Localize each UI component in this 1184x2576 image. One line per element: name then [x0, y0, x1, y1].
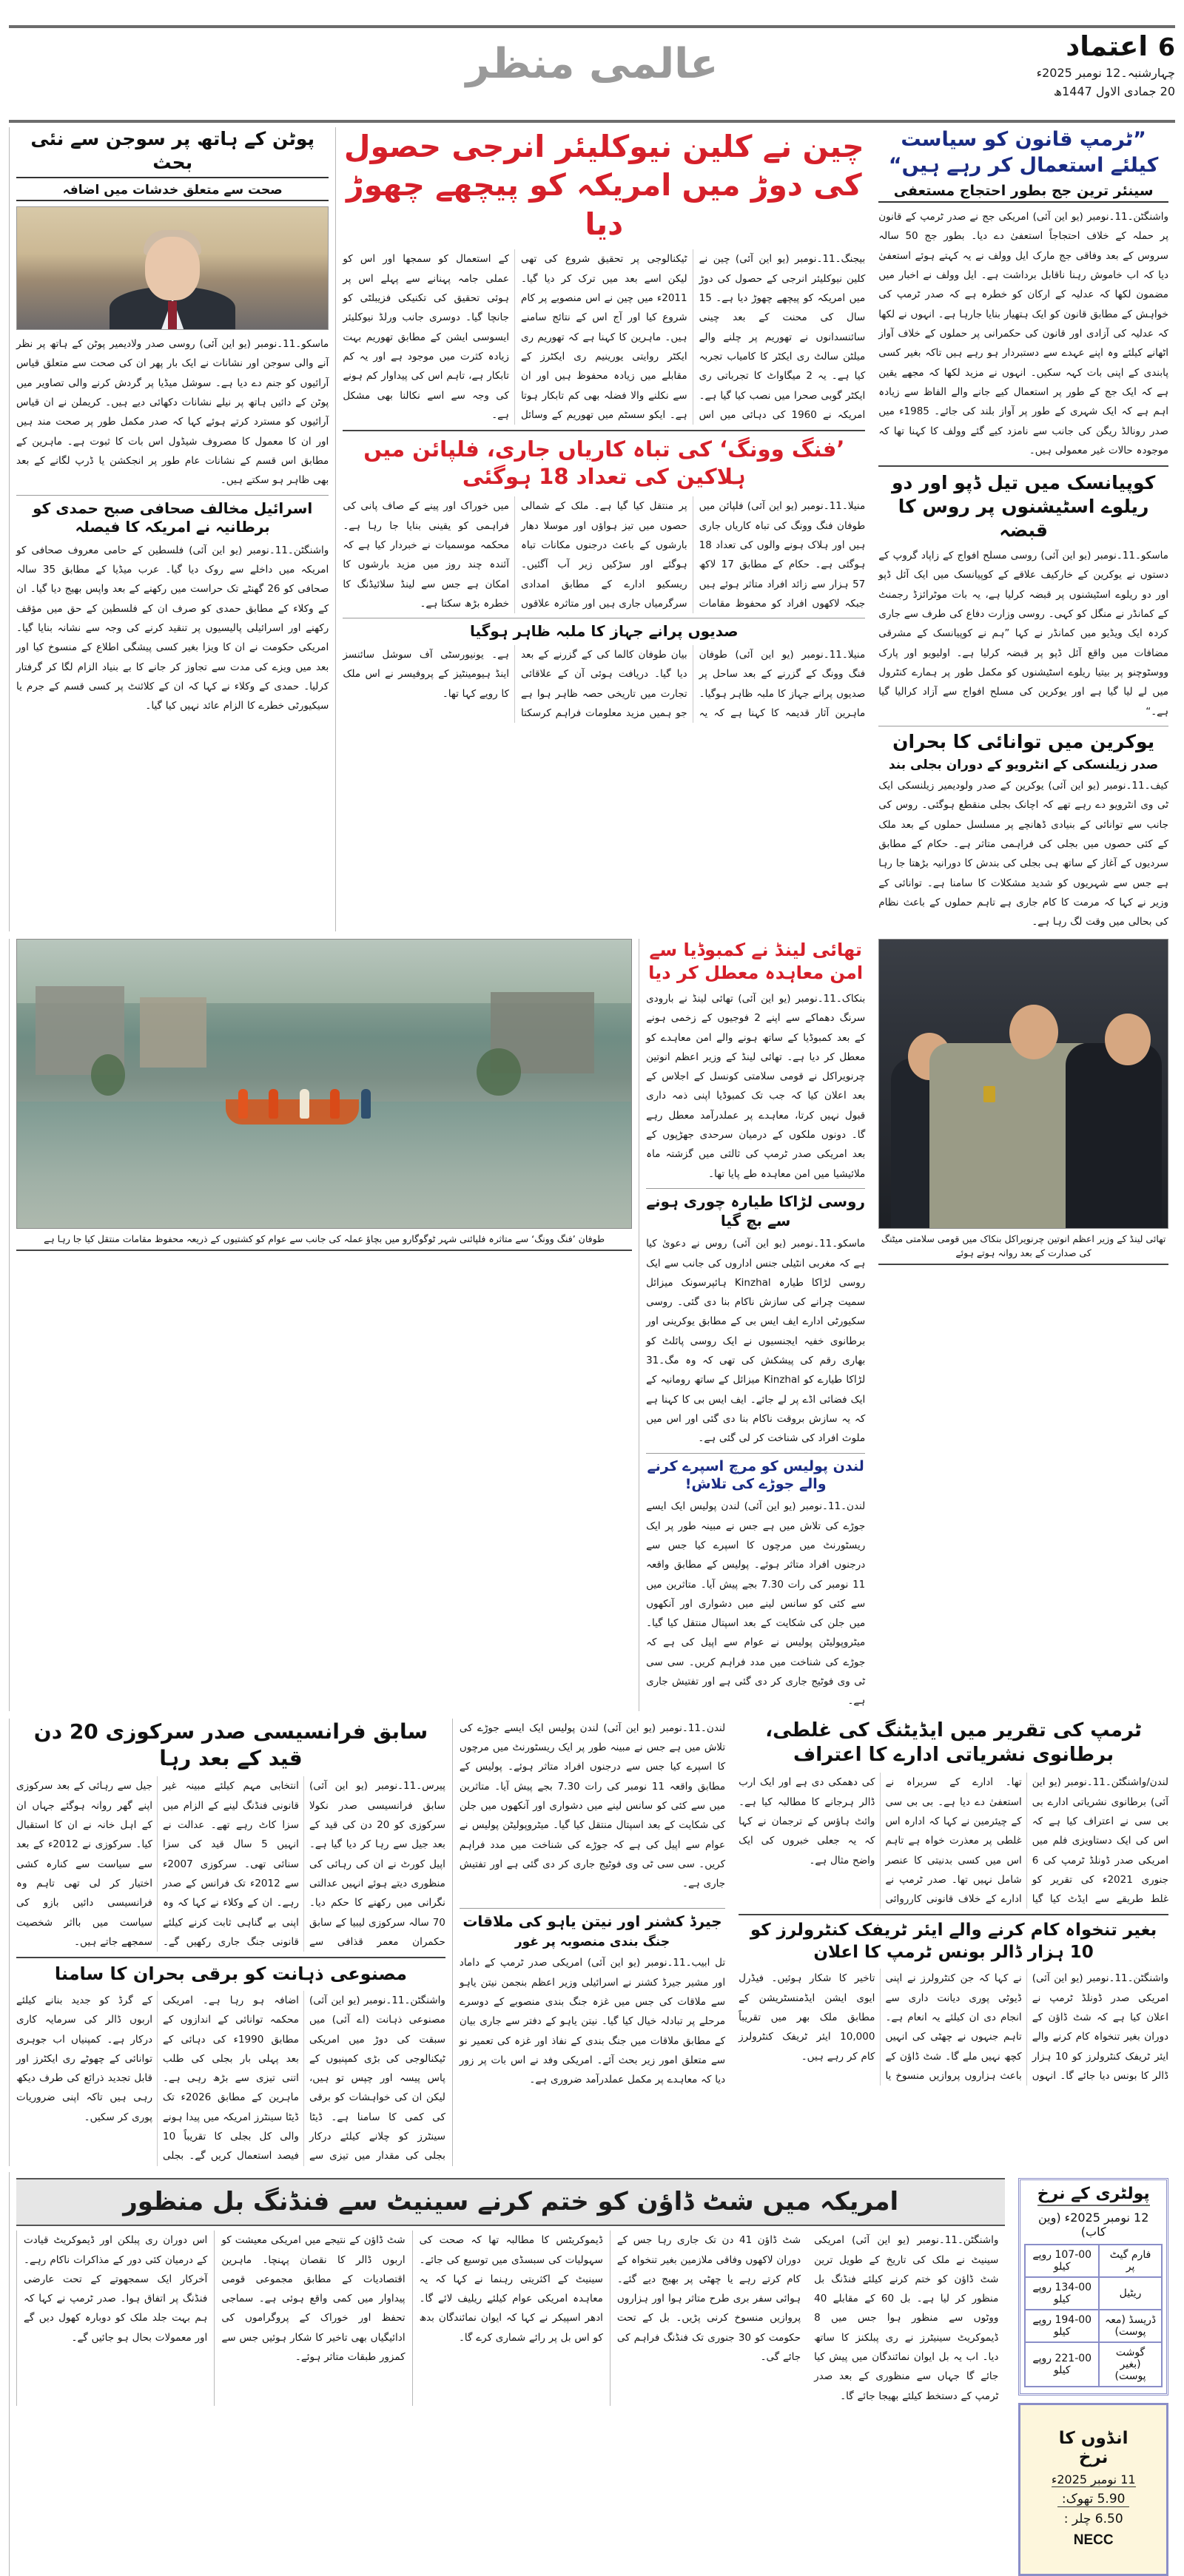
poultry-row-3-value: 221-00 روپے کیلو	[1025, 2342, 1099, 2387]
flood-tree-2-shape	[477, 1048, 521, 1096]
shutdown-col-2	[610, 2231, 807, 2406]
headline-sarkozy: سابق فرانسیسی صدر سرکوزی 20 دن قید کے بعد رہا	[33, 1719, 428, 1770]
photo-flood-rescue	[16, 939, 632, 1229]
putin-tie-shape	[168, 301, 177, 329]
headline-china-nuclear: چین نے کلین نیوکلیئر انرجی حصول کی دوڑ میں امریکہ کو پیچھے چھوڑ دیا	[343, 129, 864, 242]
poultry-title-wrap	[1024, 2185, 1163, 2206]
poultry-row-2-label: ڈریسڈ (معہ پوست)	[1099, 2310, 1162, 2342]
flood-rescuer-2-shape	[269, 1089, 278, 1119]
newspaper-page	[0, 30, 1184, 2548]
body-shutdown-5: اس دوران ری پبلکن اور ڈیموکریٹ قیادت کے درمیان کئی دور کے مذاکرات ناکام رہے۔ آخرکار ایک سمجھوتے کے تحت عارضی فنڈنگ پر اتفاق ہوا۔ صدر ٹرمپ نے کہا کہ ہم بہت جلد ملک کو دوبارہ کھول دیں گے اور معمولات بحال ہو جائیں گے۔	[24, 2234, 208, 2344]
divider-6	[646, 1188, 865, 1189]
divider-1	[878, 465, 1168, 467]
body-jared-kushner: تل ابیب۔11۔نومبر (یو این آئی) امریکی صدر ٹرمپ کے داماد اور مشیر جیرڈ کشنر نے اسرائیلی وزیر اعظم بنجمن نیتن یاہو سے ملاقات کی جس میں غزہ جنگ بندی منصوبے کے دوسرے مرحلے پر تبادلہ خیال کیا گیا۔ نیتن یاہو کے دفتر سے جاری بیان کے مطابق ملاقات میں جنگ بندی کے نفاذ اور غزہ کی تعمیر نو سے متعلق امور زیر بحث آئے۔ امریکی وفد نے اس بات پر زور دیا کہ معاہدے پر مکمل عملدرآمد ضروری ہے۔	[459, 1957, 726, 2086]
egg-retail-label: چلر :	[1063, 2511, 1092, 2526]
egg-retail-value: 6.50	[1094, 2511, 1123, 2526]
headline-kinzhal: روسی لڑاکا طیارہ چوری ہونے سے بچ گیا	[646, 1193, 865, 1230]
table-row	[1025, 2310, 1162, 2342]
poultry-rates-date: 12 نومبر 2025ء (وین کاب)	[1037, 2210, 1149, 2239]
photo-thai-pm	[878, 939, 1168, 1229]
shutdown-col-1	[807, 2231, 1005, 2406]
shutdown-col-4	[214, 2231, 411, 2406]
thai-guard-right-shape	[1066, 1043, 1162, 1228]
headline-trump-law: ”ٹرمپ قانون کو سیاست کیلئے استعمال کر رہے ہیں“	[888, 128, 1159, 177]
shutdown-col-3	[412, 2231, 610, 2406]
column-china-nuclear	[335, 127, 872, 931]
headline-thai-cambodia: تھائی لینڈ نے کمبوڈیا سے امن معاہدہ معطل کر دیا	[648, 940, 864, 984]
body-storm-ship: منیلا۔11۔نومبر (یو این آئی) طوفان فنگ وونگ کے گزرنے کے بعد ساحل پر صدیوں پرانے جہاز کا ملبہ ظاہر ہوگیا۔ ماہرین آثار قدیمہ کا کہنا ہے کہ یہ بیان طوفان کالما کی کے گزرنے کے بعد دیا گیا۔ دریافت ہوئی آن کے علاقائی تجارت میں تاریخی حصہ ظاہر ہوا ہے جو ہمیں مزید معلومات فراہم کرسکتا ہے۔ یونیورسٹی آف سوشل سائنسز اینڈ ہیومینٹیز کے پروفیسر نے اس ملک کا رویے کہا تھا۔	[343, 648, 866, 719]
column-putin	[9, 127, 335, 931]
body-bbc-trump: لندن/واشنگٹن۔11۔نومبر (یو این آئی) برطانوی نشریاتی ادارے بی بی سی نے اعتراف کیا ہے کہ اس کی ایک دستاویزی فلم میں امریکی صدر ڈونلڈ ٹرمپ کی 6 جنوری 2021ء کی تقریر کو غلط طریقے سے ایڈٹ کیا گیا تھا۔ ادارے کے سربراہ نے استعفیٰ دے دیا ہے۔ بی بی سی کے چیئرمین نے کہا کہ ادارہ اس غلطی پر معذرت خواہ ہے تاہم اس میں کسی بدنیتی کا عنصر شامل نہیں تھا۔ صدر ٹرمپ نے ادارے کے خلاف قانونی کارروائی کی دھمکی دی ہے اور ایک ارب ڈالر ہرجانے کا مطالبہ کیا ہے۔ وائٹ ہاؤس کے ترجمان نے کہا کہ یہ جعلی خبروں کی ایک واضح مثال ہے۔	[739, 1776, 1168, 1906]
thai-guard-right-head-shape	[1105, 1014, 1151, 1065]
band-bottom	[9, 2172, 1175, 2576]
poultry-rates-table	[1024, 2244, 1163, 2387]
date-hijri: 20 جمادی الاول 1447ھ	[1053, 84, 1175, 98]
headline-shutdown-bill: امریکہ میں شٹ ڈاؤن کو ختم کرنے سینیٹ سے فنڈنگ بل منظور	[16, 2178, 1005, 2227]
shutdown-col-5	[16, 2231, 214, 2406]
divider-8	[739, 1914, 1168, 1915]
photo-putin	[16, 206, 329, 330]
egg-retail-row	[1060, 2512, 1128, 2526]
date-gregorian: چہارشنبہ۔12 نومبر 2025ء	[1036, 65, 1175, 80]
body-london-police: لندن۔11۔نومبر (یو این آئی) لندن پولیس ایک ایسے جوڑے کی تلاش میں ہے جس نے مبینہ طور پر ایک ریسٹورنٹ میں مرچوں کا اسپرے کیا جس سے درجنوں افراد متاثر ہوئے۔ پولیس کے مطابق واقعہ 11 نومبر کی رات 7.30 بجے پیش آیا۔ متاثرین میں سے کئی کو سانس لینے میں دشواری اور آنکھوں میں جلن کی شکایت کے بعد اسپتال منتقل کیا گیا۔ میٹروپولیٹن پولیس نے عوام سے اپیل کی ہے کہ جوڑے کی شناخت میں مدد فراہم کریں۔ سی سی ٹی وی فوٹیج جاری کر دی گئی ہے اور تفتیش جاری ہے۔	[646, 1500, 866, 1707]
body-ukraine-energy: کیف۔11۔نومبر (یو این آئی) یوکرین کے صدر ولودیمیر زیلنسکی ایک ٹی وی انٹرویو دے رہے تھے کہ اچانک بجلی منقطع ہوگئی۔ روس کی جانب سے توانائی کے بنیادی ڈھانچے پر مسلسل حملوں کے بعد ملک کے کئی حصوں میں بجلی کی فراہمی متاثر ہے۔ حکام کے مطابق سردیوں کے آغاز کے ساتھ ہی بجلی کی بندش کا دورانیہ بڑھتا جا رہا ہے جس سے شہریوں کو شدید مشکلات کا سامنا ہے۔ توانائی کے وزیر نے کہا کہ مرمت کا کام جاری ہے تاہم حملوں کے باعث نظام کی بحالی میں وقت لگ رہا ہے۔	[878, 779, 1168, 928]
body-israel-journalist: واشنگٹن۔11۔نومبر (یو این آئی) فلسطین کے حامی معروف صحافی کو امریکہ میں داخلے سے روک دیا گیا۔ عرب میڈیا کے مطابق 35 سالہ صحافی کو 26 گھنٹے تک حراست میں رکھنے کے بعد واپس بھیج دیا گیا۔ ان کے وکلاء کے مطابق حمدی کو صرف ان کے فلسطین کے حق میں مؤقف رکھنے اور اسرائیلی پالیسیوں پر تنقید کرنے کی وجہ سے نشانہ بنایا گیا۔ امریکی حکومت نے ان کا ویزا بغیر کسی پیشگی اطلاع کے منسوخ کیا اور بعد میں ویزے کی مدت سے تجاوز کر جانے کا بے بنیاد الزام لگا کر گرفتار کرلیا۔ حمدی کے وکلاء نے کہا کہ ان کے کلائنٹ پر کسی قسم کے جرم یا سیکیورٹی خطرے کا الزام عائد نہیں کیا گیا۔	[16, 544, 329, 712]
poultry-row-1-label: ریٹیل	[1099, 2277, 1162, 2310]
body-shutdown-4: شٹ ڈاؤن کے نتیجے میں امریکی معیشت کو اربوں ڈالر کا نقصان پہنچا۔ ماہرین اقتصادیات کے مطابق مجموعی قومی پیداوار میں کمی واقع ہوئی ہے۔ سماجی تحفظ اور خوراک کے پروگراموں کی ادائیگیاں بھی تاخیر کا شکار ہوئیں جس سے کمزور طبقات متاثر ہوئے۔	[221, 2234, 406, 2364]
flood-rescuer-1-shape	[238, 1089, 248, 1119]
poultry-rates-title: پولٹری کے نرخ	[1037, 2185, 1150, 2206]
band-photos	[9, 939, 1175, 1710]
subhead-jared-kushner: جنگ بندی منصوبہ پر غور	[514, 1935, 670, 1950]
column-thai-cambodia	[639, 939, 872, 1710]
caption-thai-pm: تھائی لینڈ کے وزیر اعظم انوتین چرنویراکل بنکاک میں قومی سلامتی میٹنگ کی صدارت کے بعد روانہ ہوتے ہوئے	[878, 1229, 1168, 1265]
poultry-row-3-label: گوشت (بغیر پوست)	[1099, 2342, 1162, 2387]
page-number: 6	[1158, 33, 1175, 61]
poultry-row-2-value: 194-00 روپے کیلو	[1025, 2310, 1099, 2342]
caption-flood-rescue: طوفان ’فنگ وونگ‘ سے متاثرہ فلپائنی شہر ٹوگوگارو میں بچاؤ عملہ کی جانب سے عوام کو کشتیوں کے ذریعہ محفوظ مقامات منتقل کیا جا رہا ہے	[16, 1229, 632, 1251]
headline-kupyansk: کوپیانسک میں تیل ڈپو اور دو ریلوے اسٹیشنوں پر روس کا قبضہ	[891, 472, 1156, 542]
subhead-trump-law: سینئر ترین جج بطور احتجاج مستعفی	[878, 183, 1168, 203]
body-shutdown-3: ڈیموکریٹس کا مطالبہ تھا کہ صحت کی سہولیات کی سبسڈی میں توسیع کی جائے۔ سینیٹ کے اکثریتی رہنما نے کہا کہ یہ معاہدہ امریکی عوام کیلئے ریلیف لائے گا۔ ادھر اسپیکر نے کہا کہ ایوان نمائندگان بدھ کو اس بل پر رائے شماری کرے گا۔	[419, 2234, 603, 2344]
body-kinzhal: ماسکو۔11۔نومبر (یو این آئی) روس نے دعویٰ کیا ہے کہ مغربی انٹیلی جنس اداروں کی جانب سے ایک روسی لڑاکا طیارہ Kinzhal ہائپرسونک میزائل سمیت چرانے کی سازش ناکام بنا دی گئی۔ روسی سکیورٹی ادارے ایف ایس بی کے مطابق یوکرینی اور برطانوی خفیہ ایجنسیوں نے ایک روسی پائلٹ کو بھاری رقم کی پیشکش کی تھی کہ وہ مگ۔31 لڑاکا طیارے کو Kinzhal میزائل کے ساتھ رومانیہ کے ایک فضائی اڈے پر لے جائے۔ ایف ایس بی کا کہنا ہے کہ یہ سازش بروقت ناکام بنا دی گئی اور اس میں ملوث افراد کی شناخت کر لی گئی ہے۔	[646, 1238, 866, 1445]
flood-civilian-1-shape	[300, 1089, 309, 1119]
body-thai-cambodia: بنکاک۔11۔نومبر (یو این آئی) تھائی لینڈ نے بارودی سرنگ دھماکے سے اپنے 2 فوجیوں کے زخمی ہونے کے بعد کمبوڈیا کے ساتھ ہونے والے امن معاہدے کو معطل کر دیا ہے۔ تھائی لینڈ کے وزیر اعظم انوتین چرنویراکل نے قومی سلامتی کونسل کے اجلاس کے بعد اعلان کیا کہ جب تک کمبوڈیا اپنی ذمہ داری قبول نہیں کرتا، معاہدے پر عملدرآمد معطل رہے گا۔ دونوں ملکوں کے درمیان سرحدی جھڑپوں کے بعد امریکی صدر ٹرمپ کی ثالثی میں گزشتہ ماہ ملائیشیا میں امن معاہدہ طے پایا تھا۔	[646, 992, 866, 1180]
egg-wholesale-row	[1057, 2492, 1130, 2507]
column-shutdown	[9, 2172, 1012, 2576]
divider-9	[460, 1908, 725, 1909]
poultry-row-0-value: 107-00 روپے کیلو	[1025, 2245, 1099, 2277]
column-sarkozy	[9, 1719, 452, 2166]
column-thai-photo	[872, 939, 1175, 1710]
headline-israel-journalist: اسرائیل مخالف صحافی صبح حمدی کو برطانیہ نے امریکہ کا فیصلہ	[33, 499, 313, 536]
poultry-row-0-label: فارم گیٹ پر	[1099, 2245, 1162, 2277]
headline-putin: پوٹن کے ہاتھ پر سوجن سے نئی بحث	[16, 127, 329, 178]
table-row	[1025, 2277, 1162, 2310]
divider-10	[16, 1957, 445, 1958]
flood-rescuer-3-shape	[330, 1089, 340, 1119]
poultry-row-1-value: 134-00 روپے کیلو	[1025, 2277, 1099, 2310]
egg-wholesale-label: تھوک:	[1061, 2491, 1094, 2506]
headline-typhoon: ’فنگ وونگ‘ کی تباہ کاریاں جاری، فلپائن میں ہلاکین کی تعداد 18 ہوگئی	[363, 436, 845, 490]
egg-wholesale-value: 5.90	[1097, 2491, 1126, 2506]
thai-pm-head-shape	[1009, 1005, 1058, 1059]
divider-7	[646, 1453, 865, 1454]
body-sarkozy: پیرس۔11۔نومبر (یو این آئی) سابق فرانسیسی صدر نکولا سرکوزی کو 20 دن کی قید کے بعد جیل سے رہا کر دیا گیا ہے۔ اپیل کورٹ نے ان کی رہائی کی منظوری دیتے ہوئے انہیں عدالتی نگرانی میں رکھنے کا حکم دیا۔ 70 سالہ سرکوزی لیبیا کے سابق حکمران معمر قذافی سے انتخابی مہم کیلئے مبینہ غیر قانونی فنڈنگ لینے کے الزام میں سزا کاٹ رہے تھے۔ عدالت نے انہیں 5 سال قید کی سزا سنائی تھی۔ سرکوزی 2007ء سے 2012ء تک فرانس کے صدر رہے۔ ان کے وکلاء نے کہا کہ وہ اپنی بے گناہی ثابت کرنے کیلئے قانونی جنگ جاری رکھیں گے۔ جیل سے رہائی کے بعد سرکوزی اپنے گھر روانہ ہوگئے جہاں ان کے اہل خانہ نے ان کا استقبال کیا۔ سرکوزی نے 2012ء کے بعد سے سیاست سے کنارہ کشی اختیار کر لی تھی تاہم وہ فرانسیسی دائیں بازو کی سیاست میں بااثر شخصیت سمجھے جاتے ہیں۔	[16, 1780, 445, 1948]
column-jared-ai	[452, 1719, 732, 2166]
subhead-ukraine-energy: صدر زیلنسکی کے انٹرویو کے دوران بجلی بند	[888, 757, 1159, 772]
column-rates	[1012, 2172, 1175, 2576]
headline-ai-power: مصنوعی ذہانت کو برقی بحران کا سامنا	[54, 1963, 407, 1985]
body-putin: ماسکو۔11۔نومبر (یو این آئی) روسی صدر ولادیمیر پوٹن کے ہاتھ پر نظر آنے والی سوجن اور نشانات نے ایک بار پھر ان کی صحت سے متعلق قیاس آرائیوں کو جنم دے دیا ہے۔ سوشل میڈیا پر گردش کرنے والی تصاویر میں پوٹن کے دائیں ہاتھ پر نیلے نشانات دکھائی دیے ہیں۔ کریملن نے ان قیاس آرائیوں کو مسترد کرتے ہوئے کہا کہ صدر مکمل طور پر صحت مند ہیں اور ان کا معمول کا مصروف شیڈول اس بات کا ثبوت ہے۔ ماہرین کے مطابق اس قسم کے نشانات عام طور پر انجکشن یا ڈرپ لگانے کے بعد بھی ظاہر ہو سکتے ہیں۔	[16, 338, 329, 487]
masthead	[9, 31, 1175, 123]
body-ai-power: واشنگٹن۔11۔نومبر (یو این آئی) مصنوعی ذہانت (اے آئی) میں سبقت کی دوڑ میں امریکی ٹیکنالوجی کی بڑی کمپنیوں کے پاس پیسہ اور چپس تو ہیں، لیکن ان کی خواہشات کو برقی کی کمی کا سامنا ہے۔ ڈیٹا سینٹرز کو چلانے کیلئے درکار بجلی کی مقدار میں تیزی سے اضافہ ہو رہا ہے۔ امریکی محکمہ توانائی کے اندازوں کے مطابق 1990ء کی دہائی کے بعد پہلی بار بجلی کی طلب اتنی تیزی سے بڑھ رہی ہے۔ ماہرین کے مطابق 2026ء تک ڈیٹا سینٹرز امریکہ میں پیدا ہونے والی کل بجلی کا تقریباً 10 فیصد استعمال کریں گے۔ بجلی کے گرڈ کو جدید بنانے کیلئے اربوں ڈالر کی سرمایہ کاری درکار ہے۔ کمپنیاں اب جوہری توانائی کے چھوٹے ری ایکٹرز اور قابل تجدید ذرائع کی طرف دیکھ رہی ہیں تاکہ اپنی ضروریات پوری کر سکیں۔	[16, 1994, 445, 2162]
band-top	[9, 127, 1175, 931]
column-bbc-atc	[732, 1719, 1175, 2166]
egg-oval-bg	[1025, 2415, 1162, 2562]
thai-pm-badge-shape	[983, 1086, 995, 1102]
body-kupyansk: ماسکو۔11۔نومبر (یو این آئی) روسی مسلح افواج کے زاپاد گروپ کے دستوں نے یوکرین کے خارکیف علاقے کے کوپیانسک میں ایک آئل ڈپو اور دو ریلوے اسٹیشنوں پر قبضہ کرلیا ہے، یہ بات موٹرائزڈ رجمنٹ کے کمانڈر نے منگل کو کہی۔ روسی وزارت دفاع کی طرف سے جاری کردہ ایک ویڈیو میں کمانڈر نے کہا ”ہم نے کوپیانسک کے مشرقی مضافات میں واقع آئل ڈپو پر قبضہ کرلیا ہے۔ اولیویو اور پارک ووسٹوچنو پر بیتیا ریلوے اسٹیشنوں کو مکمل طور پر ہمارے کنٹرول میں لے لیا گیا ہے اور یوکرین کی مسلح افواج سے آزاد کرالیا گیا ہے۔“	[878, 550, 1168, 718]
egg-rates-source: NECC	[1073, 2532, 1114, 2548]
table-row	[1025, 2245, 1162, 2277]
body-london-police-cont: لندن۔11۔نومبر (یو این آئی) لندن پولیس ایک ایسے جوڑے کی تلاش میں ہے جس نے مبینہ طور پر ایک ریسٹورنٹ میں مرچوں کا اسپرے کیا جس سے درجنوں افراد متاثر ہوئے۔ پولیس کے مطابق واقعہ 11 نومبر کی رات 7.30 بجے پیش آیا۔ متاثرین میں سے کئی کو سانس لینے میں دشواری اور آنکھوں میں جلن کی شکایت کے بعد اسپتال منتقل کیا گیا۔ میٹروپولیٹن پولیس نے عوام سے اپیل کی ہے کہ جوڑے کی شناخت میں مدد فراہم کریں۔ سی سی ٹی وی فوٹیج جاری کر دی گئی ہے اور تفتیش جاری ہے۔	[459, 1722, 726, 1890]
flood-civilian-2-shape	[361, 1089, 371, 1119]
column-trump-law	[872, 127, 1175, 931]
body-shutdown-2: شٹ ڈاؤن 41 دن تک جاری رہا جس کے دوران لاکھوں وفاقی ملازمین بغیر تنخواہ کے کام کرتے رہے یا چھٹی پر بھیج دیے گئے۔ ہوائی سفر بری طرح متاثر ہوا اور ہزاروں پروازیں منسوخ کرنی پڑیں۔ بل کے تحت حکومت کو 30 جنوری تک فنڈنگ فراہم کی جائے گی۔	[616, 2234, 801, 2364]
flood-tree-1-shape	[91, 1054, 125, 1096]
divider-5	[16, 495, 329, 496]
headline-jared-kushner: جیرڈ کشنر اور نیتن یاہو کی ملاقات	[462, 1912, 722, 1930]
egg-rates-title: انڈوں کا نرخ	[1058, 2428, 1128, 2467]
headline-storm-ship: صدیوں پرانے جہاز کا ملبہ ظاہر ہوگیا	[469, 622, 739, 641]
subhead-putin: صحت سے متعلق خدشات میں اضافہ	[16, 182, 329, 201]
divider-3	[343, 430, 865, 431]
flood-building-2-shape	[140, 997, 206, 1068]
publication-logo: اعتماد	[1066, 30, 1148, 62]
headline-ukraine-energy: یوکرین میں توانائی کا بحران	[892, 730, 1155, 752]
egg-rates-date: 11 نومبر 2025ء	[1051, 2472, 1136, 2486]
egg-rates-box	[1018, 2403, 1168, 2576]
band-middle	[9, 1719, 1175, 2166]
headline-london-police: لندن پولیس کو مرچ اسپرے کرنے والے جوڑے کی تلاش!	[647, 1457, 864, 1492]
column-flood-photo	[9, 939, 639, 1710]
poultry-rates-box	[1018, 2178, 1168, 2395]
body-typhoon: منیلا۔11۔نومبر (یو این آئی) فلپائن میں طوفان فنگ وونگ کی تباہ کاریاں جاری ہیں اور ہلاک ہونے والوں کی تعداد 18 ہوگئی ہے۔ حکام کے مطابق 17 لاکھ 57 ہزار سے زائد افراد متاثر ہوئے ہیں جبکہ لاکھوں افراد کو محفوظ مقامات پر منتقل کیا گیا ہے۔ ملک کے شمالی حصوں میں تیز ہواؤں اور موسلا دھار بارشوں کے باعث درجنوں مکانات تباہ ہوگئے اور سڑکیں زیر آب آگئیں۔ ریسکیو ادارے کے مطابق امدادی سرگرمیاں جاری ہیں اور متاثرہ علاقوں میں خوراک اور پینے کے صاف پانی کی فراہمی کو یقینی بنایا جا رہا ہے۔ محکمہ موسمیات نے خبردار کیا ہے کہ آئندہ چند روز میں مزید بارشوں کا امکان ہے جس سے لینڈ سلائیڈنگ کا خطرہ بڑھ سکتا ہے۔	[343, 500, 866, 610]
headline-atc-bonus: بغیر تنخواہ کام کرنے والے ایئر ٹریفک کنٹرولرز کو 10 ہزار ڈالر بونس ٹرمپ کا اعلان	[750, 1921, 1157, 1962]
putin-face-shape	[145, 237, 200, 300]
body-china-nuclear: بیجنگ۔11۔نومبر (یو این آئی) چین نے کلین نیوکلیئر انرجی کے حصول کی دوڑ میں امریکہ کو پیچھے چھوڑ دیا ہے۔ 15 سال کی محنت کے بعد چینی سائنسدانوں نے تھوریم پر چلنے والے میلٹن سالٹ ری ایکٹر کا کامیاب تجربہ کیا ہے۔ یہ 2 میگاواٹ کا تجرباتی ری ایکٹر گوبی صحرا میں نصب کیا گیا ہے۔ امریکہ نے 1960 کی دہائی میں اس ٹیکنالوجی پر تحقیق شروع کی تھی لیکن اسے بعد میں ترک کر دیا گیا۔ 2011ء میں چین نے اس منصوبے پر کام شروع کیا اور آج اس کے نتائج سامنے ہیں۔ ماہرین کا کہنا ہے کہ تھوریم ری ایکٹر روایتی یورینیم ری ایکٹرز کے مقابلے میں زیادہ محفوظ ہیں اور ان سے نکلنے والا فضلہ بھی کم تابکار ہوتا ہے۔ ایکو سسٹم میں تھوریم کے وسائل کے استعمال کو سمجھا اور اس کو عملی جامہ پہنانے سے پہلے اس پر ہوئی تحقیق کی تکنیکی فزیبلٹی کو جانچا گیا۔ دوسری جانب ورلڈ نیوکلیئر ایسوسی ایشن کے مطابق تھوریم بہت زیادہ کثرت میں موجود ہے اور یہ کم تابکار ہے، تاہم اس کی پیداوار کم ہونے کی وجہ سے اسے نکالنا بھی مشکل ہے۔	[343, 253, 866, 421]
headline-bbc-trump: ٹرمپ کی تقریر میں ایڈیٹنگ کی غلطی، برطانوی نشریاتی ادارے کا اعتراف	[765, 1719, 1142, 1766]
body-atc-bonus: واشنگٹن۔11۔نومبر (یو این آئی) امریکی صدر ڈونلڈ ٹرمپ نے اعلان کیا ہے کہ شٹ ڈاؤن کے دوران بغیر تنخواہ کام کرنے والے ایئر ٹریفک کنٹرولرز کو 10 ہزار ڈالر کا بونس دیا جائے گا۔ انہوں نے کہا کہ جن کنٹرولرز نے اپنی ڈیوٹی پوری دیانت داری سے انجام دی ان کیلئے یہ انعام ہے۔ تاہم جنہوں نے چھٹی کی انہیں کچھ نہیں ملے گا۔ شٹ ڈاؤن کے باعث ہزاروں پروازیں منسوخ یا تاخیر کا شکار ہوئیں۔ فیڈرل ایوی ایشن ایڈمنسٹریشن کے مطابق ملک بھر میں تقریباً 10,000 ایئر ٹریفک کنٹرولرز کام کر رہے ہیں۔	[739, 1972, 1168, 2082]
shutdown-body-columns	[16, 2231, 1005, 2406]
body-shutdown-1: واشنگٹن۔11۔نومبر (یو این آئی) امریکی سینیٹ نے ملک کی تاریخ کے طویل ترین شٹ ڈاؤن کو ختم کرنے کیلئے فنڈنگ بل منظور کر لیا ہے۔ بل 60 کے مقابلے 40 ووٹوں سے منظور ہوا جس میں 8 ڈیموکریٹ سینیٹرز نے ری پبلکنز کا ساتھ دیا۔ اب یہ بل ایوان نمائندگان میں پیش کیا جائے گا جہاں سے منظوری کے بعد صدر ٹرمپ کے دستخط کیلئے بھیجا جائے گا۔	[814, 2234, 999, 2402]
section-title: عالمی منظر	[465, 40, 719, 88]
body-trump-law: واشنگٹن۔11۔نومبر (یو این آئی) امریکی جج نے صدر ٹرمپ کے قانون پر حملہ کے خلاف احتجاجاً استعفیٰ دے دیا۔ بطور جج 50 سالہ سروس کے بعد وفاقی جج مارک ایل وولف نے یہ کہتے ہوئے استعفیٰ دیا کہ اب خاموش رہنا ناقابل برداشت ہے۔ ایل وولف نے اخبار میں مضمون لکھا کہ عدلیہ کے ارکان کو خطرہ ہے کہ صدر ٹرمپ کی خواہش کے مطابق قانون کو ایک ہتھیار بنایا جارہا ہے۔ انہوں نے لکھا کہ عدلیہ کی آزادی اور قانون کی حکمرانی پر حملوں کے خلاف آواز اٹھانے کیلئے وہ اپنے عہدے سے دستبردار ہو رہے ہیں تاکہ بغیر کسی پابندی کے اپنی بات کہہ سکیں۔ انہوں نے مزید لکھا کہ مجھے یقین ہے کہ ایک جج کے طور پر استعمال کیے جانے والے الفاظ سے زیادہ اہم ہے کہ ایک شہری کے طور پر آواز بلند کی جائے۔ 1985ء میں صدر رونالڈ ریگن کی جانب سے نامزد کیے گئے وولف کا کہنا تھا کہ موجودہ حالات غیر معمولی ہیں۔	[878, 211, 1168, 456]
table-row	[1025, 2342, 1162, 2387]
masthead-top-rule	[9, 25, 1175, 28]
